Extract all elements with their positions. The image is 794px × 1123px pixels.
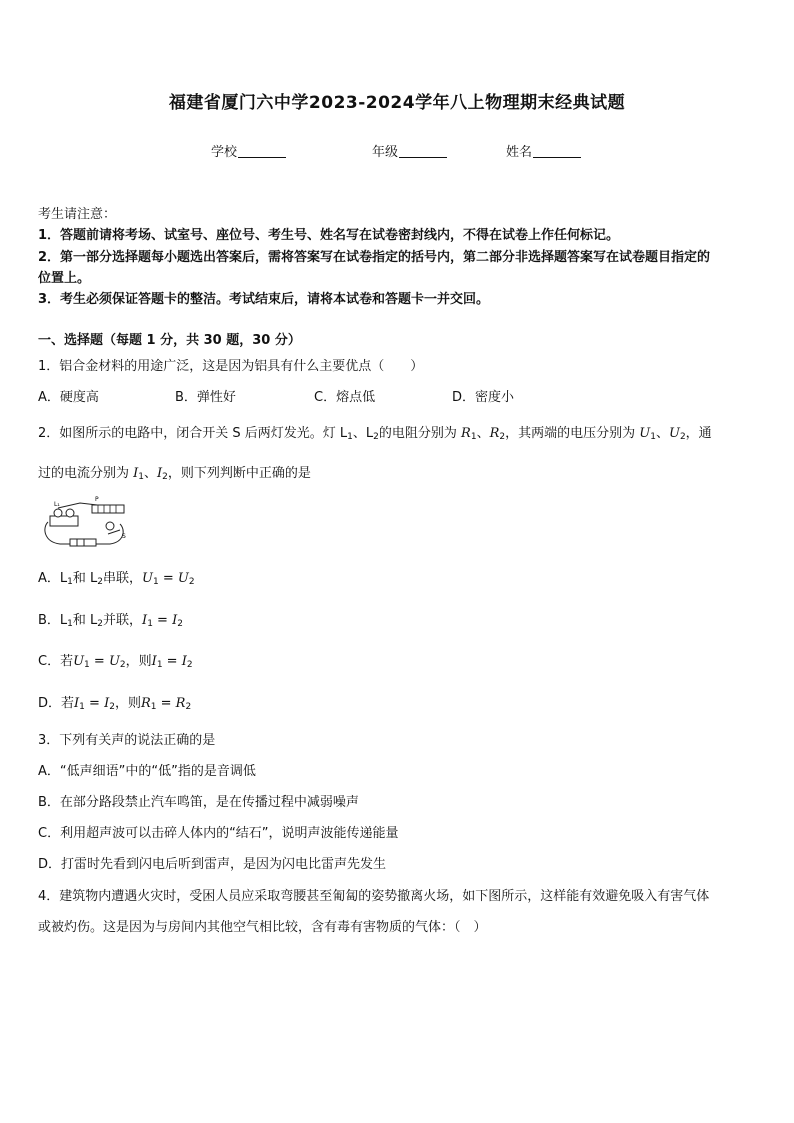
q2-option-d: D．若$I_1 = I_2$，则$R_1 = R_2$ — [38, 696, 192, 712]
q1-option-d: D．密度小 — [452, 390, 515, 405]
notice-item-3: 3．考生必须保证答题卡的整洁。考试结束后，请将本试卷和答题卡一并交回。 — [38, 292, 490, 307]
q3-option-d: D．打雷时先看到闪电后听到雷声，是因为闪电比雷声先发生 — [38, 857, 387, 872]
grade-blank — [399, 144, 447, 158]
q1-stem: 1．铝合金材料的用途广泛，这是因为铝具有什么主要优点（ ） — [38, 359, 424, 374]
switch-icon — [108, 530, 120, 534]
fig-label-p: P — [95, 496, 99, 503]
q2-option-b: B．$L_1$和 $L_2$并联，$I_1 = I_2$ — [38, 613, 183, 629]
rheostat-icon — [92, 505, 124, 513]
exam-title: 福建省厦门六中学2023-2024学年八上物理期末经典试题 — [168, 93, 626, 113]
name-field — [506, 141, 581, 160]
fig-label-l1: L₁ — [54, 501, 60, 508]
notice-item-1: 1．答题前请将考场、试室号、座位号、考生号、姓名写在试卷密封线内，不得在试卷上作任何标记。 — [38, 228, 620, 243]
school-label: 学校 — [211, 145, 238, 160]
bulb-l2-icon — [106, 522, 114, 530]
circuit-diagram — [40, 494, 130, 552]
fig-label-s: S — [122, 533, 126, 540]
q3-option-c: C．利用超声波可以击碎人体内的“结石”，说明声波能传递能量 — [38, 826, 399, 841]
q1-option-c: C．熔点低 — [314, 390, 376, 405]
notice-item-2: 2．第一部分选择题每小题选出答案后，需将答案写在试卷指定的括号内，第二部分非选择题答案写在试卷题目指定的 — [38, 250, 711, 265]
q1-option-a: A．硬度高 — [38, 390, 99, 405]
q2-option-a: A．$L_1$和 $L_2$串联，$U_1 = U_2$ — [38, 571, 195, 587]
q1-options — [38, 386, 638, 404]
battery-icon — [70, 539, 96, 546]
q1-option-b: B．弹性好 — [175, 390, 236, 405]
q2-stem-line1: 2．如图所示的电路中，闭合开关 S 后两灯发光。灯 $L_1$、$L_2$的电阻分别为 $R_1$、$R_2$，其两端的电压分别为 $U_1$、$U_2$，通 — [38, 426, 712, 442]
q3-option-b: B．在部分路段禁止汽车鸣笛，是在传播过程中减弱噪声 — [38, 795, 359, 810]
section-heading: 一、选择题（每题 1 分，共 30 题，30 分） — [38, 333, 301, 348]
grade-label: 年级 — [372, 145, 399, 160]
school-field — [211, 141, 286, 160]
name-label: 姓名 — [506, 145, 533, 160]
q2-option-c: C．若$U_1 = U_2$，则$I_1 = I_2$ — [38, 654, 193, 670]
notice-heading: 考生请注意： — [38, 207, 117, 222]
q4-stem-line1: 4．建筑物内遭遇火灾时，受困人员应采取弯腰甚至匍匐的姿势撤离火场，如下图所示，这样能有效避免吸入有害气体 — [38, 889, 710, 904]
bulb-l1-icon — [50, 516, 78, 526]
q3-stem: 3．下列有关声的说法正确的是 — [38, 733, 216, 748]
q4-stem-line2: 或被灼伤。这是因为与房间内其他空气相比较，含有毒有害物质的气体：（ ） — [38, 920, 487, 935]
school-blank — [238, 144, 286, 158]
name-blank — [533, 144, 581, 158]
q2-stem-line2: 过的电流分别为 $I_1$、$I_2$，则下列判断中正确的是 — [38, 466, 311, 482]
notice-item-2-cont: 位置上。 — [38, 271, 91, 286]
q3-option-a: A．“低声细语”中的“低”指的是音调低 — [38, 764, 256, 779]
grade-field — [372, 141, 447, 160]
